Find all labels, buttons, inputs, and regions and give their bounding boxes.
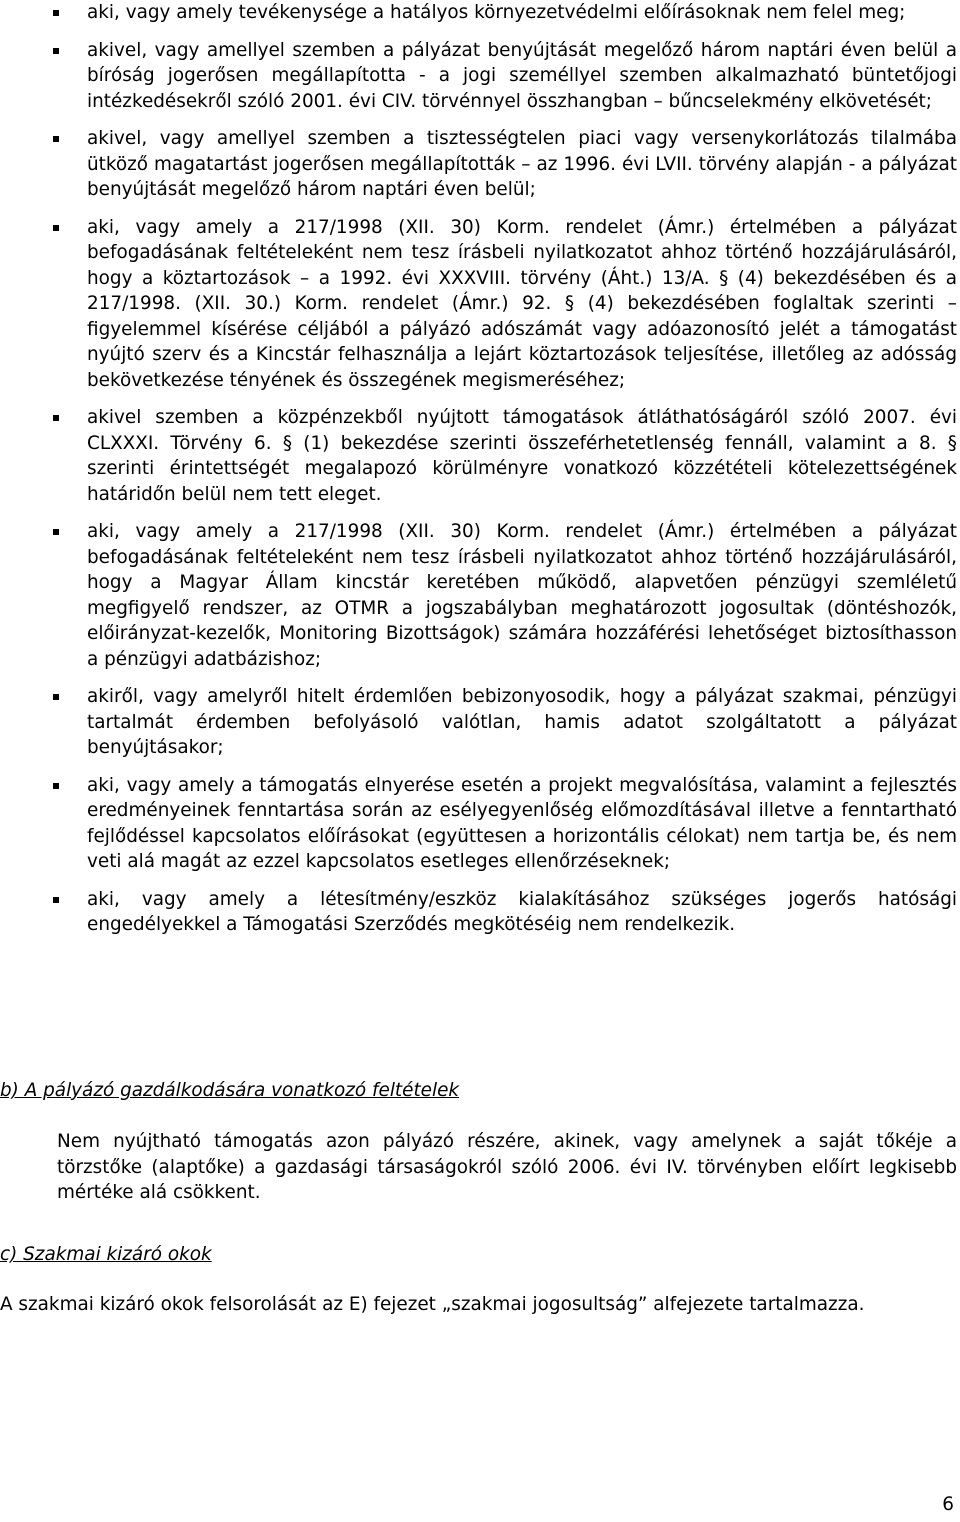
list-item-text: aki, vagy amely a létesítmény/eszköz kialakításához szükséges jogerős hatósági engedélyekkel a Támogatási Szerződés megkötéséig nem rendelkezik. bbox=[87, 888, 957, 935]
page-number: 6 bbox=[942, 1494, 954, 1515]
list-item bbox=[0, 0, 960, 26]
list-item bbox=[0, 684, 960, 761]
square-bullet-icon bbox=[53, 10, 59, 16]
list-item-text: aki, vagy amely tevékenysége a hatályos környezetvédelmi előírásoknak nem felel meg; bbox=[87, 2, 906, 23]
square-bullet-icon bbox=[53, 415, 59, 421]
square-bullet-icon bbox=[53, 783, 59, 789]
list-item bbox=[0, 215, 960, 394]
list-item bbox=[0, 773, 960, 875]
list-item bbox=[0, 126, 960, 203]
list-item-text: akiről, vagy amelyről hitelt érdemlően bebizonyosodik, hogy a pályázat szakmai, pénzügyi tartalmát érdemben befolyásoló valótlan, hamis adatot szolgáltatott a pályázat benyújtásakor; bbox=[87, 686, 957, 758]
square-bullet-icon bbox=[53, 225, 59, 231]
list-item bbox=[0, 405, 960, 507]
list-item-text: aki, vagy amely a 217/1998 (XII. 30) Korm. rendelet (Ámr.) értelmében a pályázat befogadásának feltételeként nem tesz írásbeli nyilatkozatot ahhoz történő hozzájárulásáról, hogy a köztartozások – a 1992. évi XXXVIII. törvény (Áht.) 13/A. § (4) bekezdésében és a 217/1998. (XII. 30.) Korm. rendelet (Ámr.) 92. § (4) bekezdésében foglaltak szerinti – figyelemmel kísérése céljából a pályázó adószámát vagy adóazonosító jelét a támogatást nyújtó szerv és a Kincstár felhasználja a lejárt köztartozások teljesítése, illetőleg az adósság bekövetkezése tényének és összegének megismeréséhez; bbox=[87, 216, 957, 391]
section-b-heading: b) A pályázó gazdálkodására vonatkozó feltételek bbox=[0, 1080, 460, 1101]
list-item bbox=[0, 519, 960, 672]
square-bullet-icon bbox=[53, 136, 59, 142]
square-bullet-icon bbox=[53, 48, 59, 54]
list-item bbox=[0, 887, 960, 938]
square-bullet-icon bbox=[53, 694, 59, 700]
section-c-heading: c) Szakmai kizáró okok bbox=[0, 1244, 212, 1265]
section-c-paragraph: A szakmai kizáró okok felsorolását az E) fejezet „szakmai jogosultság” alfejezete tartalmazza. bbox=[0, 1294, 865, 1315]
list-item-text: akivel, vagy amellyel szemben a pályázat benyújtását megelőző három naptári éven belül a bíróság jogerősen megállapította - a jogi személlyel szemben alkalmazható büntetőjogi intézkedésekről szóló 2001. évi CIV. törvénnyel összhangban – bűncselekmény elkövetését; bbox=[87, 39, 957, 112]
list-item-text: akivel szemben a közpénzekből nyújtott támogatások átláthatóságáról szóló 2007. évi CLXXXI. Törvény 6. § (1) bekezdése szerinti összeférhetetlenség fennáll, valamint a 8. § szerinti érintettségét megalapozó körülményre vonatkozó közzétételi kötelezettségének határidőn belül nem tett eleget. bbox=[87, 407, 957, 505]
list-item-text: akivel, vagy amellyel szemben a tisztességtelen piaci vagy versenykorlátozás tilalmába ütköző magatartást jogerősen megállapították – az 1996. évi LVII. törvény alapján - a pályázat benyújtását megelőző három naptári éven belül; bbox=[87, 128, 957, 200]
list-item-text: aki, vagy amely a 217/1998 (XII. 30) Korm. rendelet (Ámr.) értelmében a pályázat befogadásának feltételeként nem tesz írásbeli nyilatkozatot ahhoz történő hozzájárulásáról, hogy a Magyar Állam kincstár keretében működő, alapvetően pénzügyi szemléletű megfigyelő rendszer, az OTMR a jogszabályban meghatározott jogosultak (döntéshozók, előirányzat-kezelők, Monitoring Bizottságok) számára hozzáférési lehetőséget biztosíthasson a pénzügyi adatbázishoz; bbox=[87, 521, 957, 670]
section-b-paragraph: Nem nyújtható támogatás azon pályázó részére, akinek, vagy amelynek a saját tőkéje a törzstőke (alaptőke) a gazdasági társaságokról szóló 2006. évi IV. törvényben előírt legkisebb mértéke alá csökkent. bbox=[57, 1131, 957, 1203]
list-item bbox=[0, 38, 960, 115]
list-item-text: aki, vagy amely a támogatás elnyerése esetén a projekt megvalósítása, valamint a fejlesztés eredményeinek fenntartása során az esélyegyenlőség előmozdításával illetve a fenntartható fejlődéssel kapcsolatos előírásokat (együttesen a horizontális célokat) nem tartja be, és nem veti alá magát az ezzel kapcsolatos esetleges ellenőrzéseknek; bbox=[87, 774, 957, 872]
square-bullet-icon bbox=[53, 897, 59, 903]
square-bullet-icon bbox=[53, 529, 59, 535]
